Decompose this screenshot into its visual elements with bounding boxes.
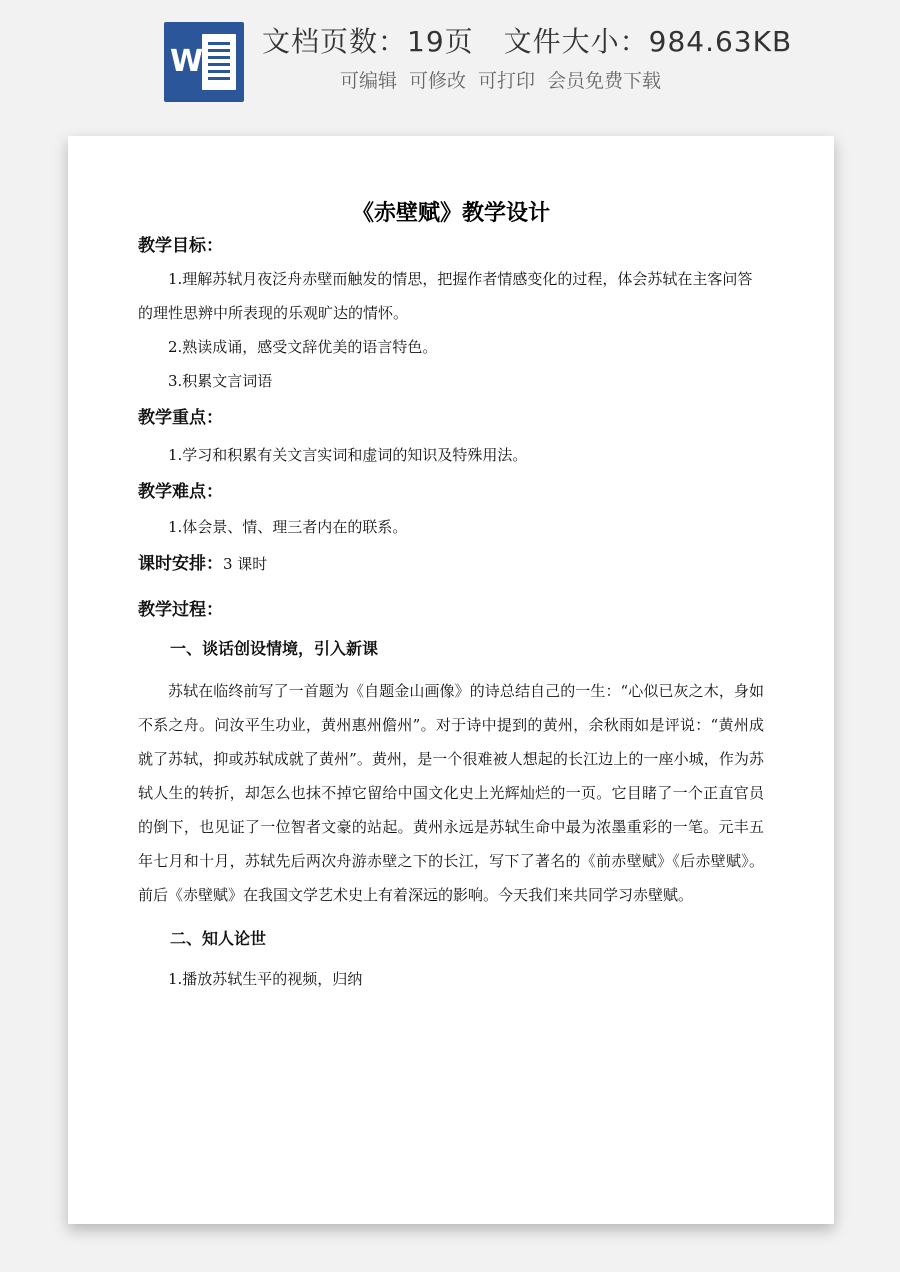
document-title: 《赤壁赋》教学设计 xyxy=(351,201,550,226)
section-one-title: 一、谈话创设情境，引入新课 xyxy=(170,639,379,658)
feature-editable: 可编辑 xyxy=(340,70,398,92)
difficult-points-heading: 教学难点： xyxy=(138,482,223,502)
document-body xyxy=(138,234,764,996)
section-two-item: 1.播放苏轼生平的视频，归纳 xyxy=(168,970,363,988)
goal-item: 2.熟读成诵，感受文辞优美的语言特色。 xyxy=(168,338,438,356)
file-size: 文件大小：984.63KB xyxy=(503,25,793,58)
goal-item: 1.理解苏轼月夜泛舟赤壁而触发的情思，把握作者情感变化的过程，体会苏轼在主客问答的理性思辨中所表现的乐观旷达的情怀。 xyxy=(138,270,753,322)
goals-heading: 教学目标： xyxy=(138,236,223,256)
feature-modifiable: 可修改 xyxy=(409,70,467,92)
feature-list xyxy=(340,66,661,93)
goal-item: 3.积累文言词语 xyxy=(168,372,273,390)
feature-member-download: 会员免费下载 xyxy=(547,70,662,92)
key-point-item: 1.学习和积累有关文言实词和虚词的知识及特殊用法。 xyxy=(168,446,528,464)
document-page xyxy=(68,136,834,1224)
key-points-heading: 教学重点： xyxy=(138,408,223,428)
page-count: 文档页数：19页 xyxy=(262,25,474,58)
difficult-point-item: 1.体会景、情、理三者内在的联系。 xyxy=(168,518,408,536)
section-one-text: 苏轼在临终前写了一首题为《自题金山画像》的诗总结自己的一生：“心似已灰之木，身如不系之舟。问汝平生功业，黄州惠州儋州”。对于诗中提到的黄州，余秋雨如是评说：“黄州成就了苏轼，抑或苏轼成就了黄州”。黄州，是一个很难被人想起的长江边上的一座小城，作为苏轼人生的转折，却怎么也抹不掉它留给中国文化史上光辉灿烂的一页。它目睹了一个正直官员的倒下，也见证了一位智者文豪的站起。黄州永远是苏轼生命中最为浓墨重彩的一笔。元丰五年七月和十月，苏轼先后两次舟游赤壁之下的长江，写下了著名的《前赤壁赋》《后赤壁赋》。前后《赤壁赋》在我国文学艺术史上有着深远的影响。今天我们来共同学习赤壁赋。 xyxy=(138,682,764,904)
file-stats xyxy=(262,20,792,60)
feature-printable: 可打印 xyxy=(478,70,536,92)
word-document-icon: W xyxy=(164,22,244,102)
schedule-label: 课时安排： xyxy=(138,554,223,574)
process-heading: 教学过程： xyxy=(138,600,223,620)
schedule-line xyxy=(138,552,764,576)
document-info-header xyxy=(0,0,900,120)
schedule-value: 3 课时 xyxy=(223,555,268,573)
section-two-title: 二、知人论世 xyxy=(170,929,267,948)
